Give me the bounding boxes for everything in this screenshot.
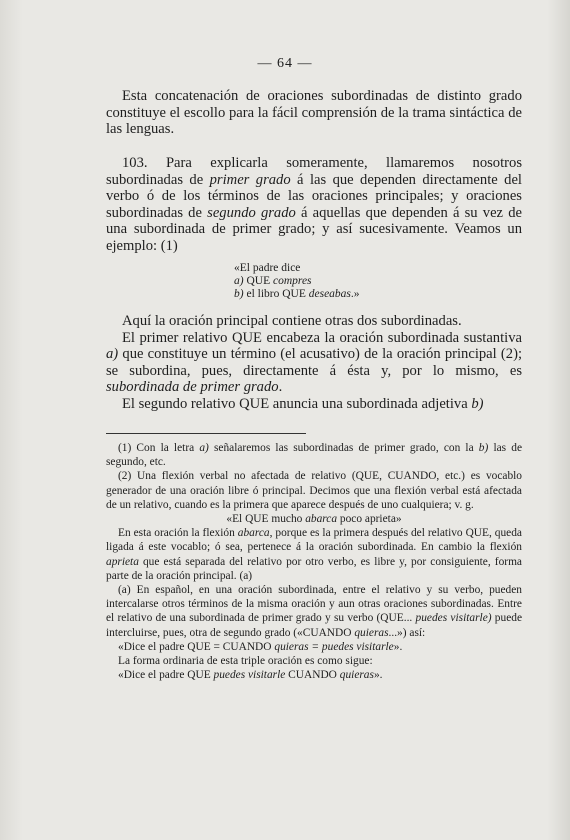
- footnote-2-explanation: En esta oración la flexión abarca, porque es la primera después del relativo QUE, queda ligada á este vocablo; ó sea, pertenece á la oración subordinada. En cambio la flexión aprieta que está separada del relativo por otro verbo, es libre y, por consiguiente, forma parte de la oración principal. (a): [106, 527, 522, 582]
- paragraph-103: 103. Para explicarla someramente, llamaremos nosotros subordinadas de primer grado á las que dependen directamente del verbo ó de los términos de las oraciones principales; y oraciones subordinadas de segundo grado á aquellas que dependen á su vez de una subordinada de primer grado; y así sucesivamente. Veamos un ejemplo: (1): [106, 155, 522, 254]
- paragraph-concatenation: Esta concatenación de oraciones subordinadas de distinto grado constituye el escollo para la fácil comprensión de la trama sintáctica de las lenguas.: [106, 88, 522, 137]
- example-line-1: «El padre dice: [234, 262, 301, 274]
- footnote-divider: [106, 433, 306, 434]
- example-line-3: b) el libro QUE deseabas.»: [234, 288, 360, 300]
- example-sentence: [234, 262, 494, 301]
- footnote-2: (2) Una flexión verbal no afectada de relativo (QUE, CUANDO, etc.) es vocablo generador de una oración libre ó principal. Decimos que una flexión verbal está afectada de un relativo, cuando es la primera que aparece después de uno cualquiera; v. g.: [106, 470, 522, 511]
- footnote-a-example-2: «Dice el padre QUE puedes visitarle CUANDO quieras».: [118, 669, 383, 682]
- example-line-2: a) QUE compres: [234, 275, 312, 287]
- paragraph-main-clause: Aquí la oración principal contiene otras dos subordinadas. El primer relativo QUE encabeza la oración subordinada sustantiva a) que constituye un término (el acusativo) de la oración principal (2); se subordina, pues, directamente á ésta y, por lo mismo, es subordinada de primer grado. El segundo relativo QUE anuncia una subordinada adjetiva b): [106, 313, 522, 412]
- footnote-a-example-1: «Dice el padre QUE = CUANDO quieras = puedes visitarle».: [118, 640, 403, 653]
- page-number: — 64 —: [257, 56, 313, 71]
- footnotes: [106, 441, 522, 682]
- footnote-a: (a) En español, en una oración subordinada, entre el relativo y su verbo, pueden intercalarse otros términos de la misma oración y aun otras oraciones subordinadas. Entre el relativo de una subordinada de primer grado y su verbo (QUE... puedes visitarle) puede intercluirse, pues, otra de segundo grado («CUANDO quieras...») así:: [106, 584, 523, 639]
- footnote-a-note: La forma ordinaria de esta triple oración es como sigue:: [118, 655, 373, 668]
- footnote-1: (1) Con la letra a) señalaremos las subordinadas de primer grado, con la b) las de segundo, etc.: [106, 442, 522, 469]
- footnote-example: «El QUE mucho abarca poco aprieta»: [226, 513, 402, 526]
